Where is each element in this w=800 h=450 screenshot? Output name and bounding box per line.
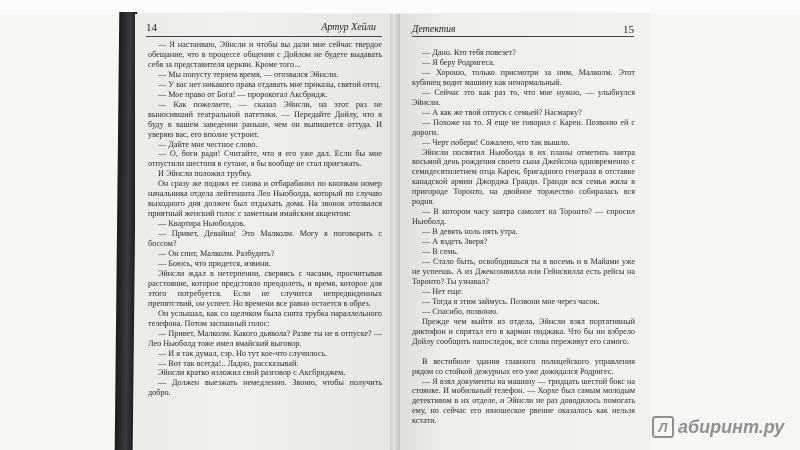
paragraph: — Черт побери! Сожалею, что так вышло. (422, 137, 570, 147)
paragraph: — Он спит, Малколм. Разбудить? (158, 249, 275, 259)
paragraph: — Спасибо, позвоню. (422, 306, 499, 316)
paragraph: — Привет, Девайна! Это Малколм. Могу я поговорить с боссом? (148, 229, 382, 249)
watermark-text: абиринт.ру (678, 416, 785, 437)
paragraph: — Должен выезжать немедленно. Звоню, чтобы получить добро. (148, 378, 382, 398)
watermark (652, 416, 784, 438)
labirint-logo-icon: Л (652, 416, 674, 438)
paragraph: — А как же твой отпуск с семьей? Насмарку? (422, 107, 582, 117)
paragraph: — А вздеть Зверя? (422, 237, 488, 247)
paragraph: Он сразу же поднял ее снова и отбарабанил по кнопкам номер начальника отдела лейтенанта Лео Ньюболда, который по случаю выходного дня должен был отдыхать дома. На звонок отозвался приятный женский голос с заметным ямайским акцентом: (148, 179, 382, 219)
paragraph: Прежде чем выйти из отдела, Эйнсли взял портативный диктофон и спрятал его в карман пиджака. Что бы ни взбрело Дойлу сообщить напоследок, все слова переживут его самого. (412, 316, 635, 346)
paragraph: — Тогда я этим займусь. Позвони мне через часок. (422, 296, 600, 306)
paragraph: Он услышал, как со щелчком была снята трубка параллельного телефона. Потом заспанный голос: (148, 308, 382, 328)
paragraph: Эйнсли кратко изложил свой разговор с Аксбриджем. (158, 368, 346, 378)
paragraph: — Дано. Кто тебя повезет? (422, 48, 516, 57)
paragraph: — Я взял документы на машину — тридцать шестой бокс на стоянке. И мобильный телефон. — Хорхе был самым молодым детективом в их отделе, и Эйнсли не раз доводилось помогать ему, но сейчас его юношеское рвение оказалось как нельзя кстати. (412, 376, 635, 426)
paragraph: — Привет, Малколм. Какого дьявола? Разве ты не в отпуске? — Лео Ньюболд тоже имел ямайский выговор. (148, 328, 382, 348)
section-break (412, 347, 635, 357)
book-spine (115, 12, 138, 450)
paragraph: — Мы попусту теряем время, — отозвался Эйнсли. (158, 69, 339, 79)
left-page-text (148, 40, 382, 398)
book-gutter (390, 14, 400, 450)
header-rule (146, 36, 382, 37)
paragraph: — В семь. (422, 247, 459, 257)
paragraph: — И я так думал, сэр. Но тут кое-что случилось. (158, 348, 328, 358)
paragraph: — В девять ноль пять утра. (422, 227, 518, 237)
paragraph: Эйнсли ждал в нетерпении, сверяясь с часами, просчитывая расстояние, которое предстояло преодолеть, и время, которое для этого потребуется. Если не случится непредвиденных препятствий, он успеет. Но времени все равно остается в обрез. (148, 268, 382, 308)
header-rule (412, 36, 634, 37)
paragraph: — У вас нет никакого права отдавать мне приказы, святой отец. (158, 79, 381, 89)
paragraph: — Мое право от Бога! — пророкотал Аксбридж. (158, 89, 328, 99)
left-page-number: 14 (146, 22, 157, 34)
paragraph: — Вот так всегда!.. Ладно, рассказывай. (158, 358, 299, 368)
left-page-header (146, 22, 382, 36)
paragraph: — Квартира Ньюболдов. (158, 219, 245, 229)
paragraph: — Дайте мне честное слово. (158, 139, 258, 149)
paragraph: — Стало быть, освободишься ты в восемь и в Майами уже не успеешь. А из Джексонвилла или Гейнсвилла есть рейсы на Торонто? Ты узнавал? (412, 257, 635, 286)
paragraph: — Сейчас это как раз то, что мне нужно, — улыбнулся Эйнсли. (412, 87, 635, 107)
left-running-head: Артур Хейли (321, 22, 376, 33)
paragraph: — Я настаиваю, Эйнсли и чтобы вы дали мне сейчас твердое обещание, что в процессе общения с Дойлом не будете выдавать себя за представителя церкви. Кроме того... (148, 40, 382, 69)
paragraph: — О, боги ради! Считайте, что я его уже дал. Если бы мне отпустили шестопя в сутане, я бы вообще не стал приезжать. (148, 149, 382, 169)
paragraph: И Эйнсли положил трубку. (158, 169, 252, 179)
paragraph: В вестибюле здания главного полицейского управления рядом со стойкой дежурных его уже дожидался Родригес. (412, 356, 635, 376)
paragraph: — Похоже на то. Я еще не говорил с Карен. Позвоню ей с дороги. (412, 117, 635, 137)
paragraph: Эйнсли посвятил Ньюболда в их планы отметить завтра восьмой день рождения своего сына Джейсона одновременно с семидесятилетием отца Карен, бригадного генерала в отставке канадской армии Джорджа Гранди. Гранди вся семья жила в пригороде Торонто, на двойное торжество собиралась вся родня. (412, 147, 635, 207)
right-page-text (412, 48, 635, 426)
right-page-header (412, 22, 634, 36)
paragraph: — В котором часу завтра самолет на Торонто? — спросил Ньюболд. (412, 207, 635, 227)
paragraph: — Хорошо, только присмотри за ним, Малколм. Этот кубинец водит машину как ненормальный. (412, 67, 635, 87)
paragraph: — Нет еще. (422, 286, 464, 296)
right-running-head: Детектив (412, 24, 456, 35)
paragraph: — Как пожелаете, — сказал Эйнсли, на этот раз не выносивший театральной патетики. — Передайте Дойлу, что я буду в вашем заведении раньше, чем он выпишется оттуда. И уверяю вас, его вполне устроит. (148, 99, 382, 139)
paragraph: — Я беру Родригеса. (422, 57, 495, 67)
right-page-number: 15 (623, 24, 634, 36)
paragraph: — Боюсь, что придется, извини. (158, 258, 271, 268)
